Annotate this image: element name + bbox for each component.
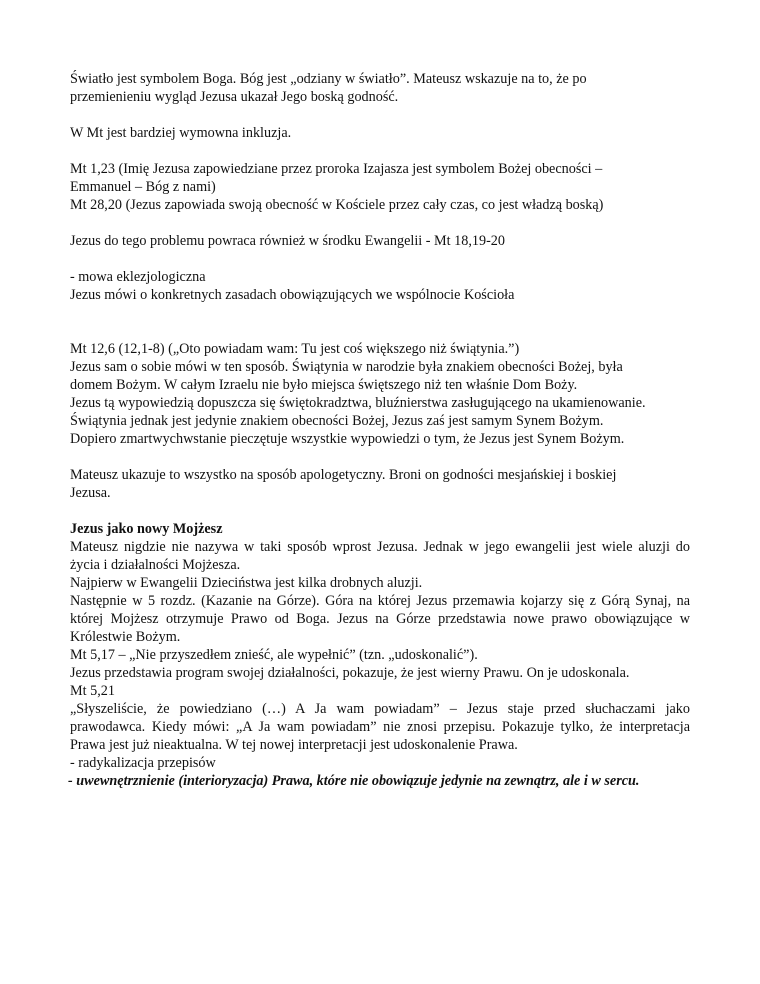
text-line: Mt 28,20 (Jezus zapowiada swoją obecność w Kościele przez cały czas, co jest władzą boską)	[70, 197, 604, 213]
paragraph-gap	[70, 250, 690, 268]
paragraph-ecclesiology	[70, 268, 690, 304]
text-line: Dopiero zmartwychwstanie pieczętuje wszystkie wypowiedzi o tym, że Jezus jest Synem Bożym.	[70, 431, 625, 447]
paragraph-gap	[70, 322, 690, 340]
paragraph-middle-gospel: Jezus do tego problemu powraca również w środku Ewangelii - Mt 18,19-20	[70, 233, 505, 249]
paragraph-inclusion: W Mt jest bardziej wymowna inkluzja.	[70, 125, 292, 141]
paragraph-light-symbol	[70, 70, 690, 106]
text-line: której Mojżesz otrzymuje Prawo od Boga. Jezus na Górze przedstawia nowe prawo obowiązujące w	[70, 611, 690, 627]
section-heading: Jezus jako nowy Mojżesz	[70, 521, 223, 537]
paragraph-gap	[70, 106, 690, 124]
text-line: Najpierw w Ewangelii Dzieciństwa jest kilka drobnych aluzji.	[70, 575, 423, 591]
paragraph-gap	[70, 502, 690, 520]
paragraph-gap	[70, 304, 690, 322]
paragraph-temple	[70, 340, 690, 448]
text-line: Emmanuel – Bóg z nami)	[70, 179, 216, 195]
text-line: - radykalizacja przepisów	[70, 755, 216, 771]
paragraph-gap	[70, 448, 690, 466]
text-line: Następnie w 5 rozdz. (Kazanie na Górze). Góra na której Jezus przemawia kojarzy się z Górą Synaj, na	[70, 593, 690, 609]
text-line: przemienieniu wygląd Jezusa ukazał Jego boską godność.	[70, 89, 399, 105]
text-line: Jezus mówi o konkretnych zasadach obowiązujących we wspólnocie Kościoła	[70, 287, 515, 303]
text-line: Mt 5,17 – „Nie przyszedłem znieść, ale wypełnić” (tzn. „udoskonalić”).	[70, 647, 478, 663]
text-line: Jezus przedstawia program swojej działalności, pokazuje, że jest wierny Prawu. On je udoskonala.	[70, 665, 630, 681]
text-line: życia i działalności Mojżesza.	[70, 557, 241, 573]
text-line: domem Bożym. W całym Izraelu nie było miejsca świętszego niż ten właśnie Dom Boży.	[70, 377, 578, 393]
text-line: Jezus tą wypowiedzią dopuszcza się świętokradztwa, bluźnierstwa zasługującego na ukamienowanie.	[70, 395, 646, 411]
text-line: Królestwie Bożym.	[70, 629, 181, 645]
text-line: „Słyszeliście, że powiedziano (…) A Ja wam powiadam” – Jezus staje przed słuchaczami jako	[70, 701, 690, 717]
section-body	[70, 538, 690, 790]
text-line: Mateusz ukazuje to wszystko na sposób apologetyczny. Broni on godności mesjańskiej i boskiej	[70, 467, 617, 483]
paragraph-gap	[70, 142, 690, 160]
text-line: Jezusa.	[70, 485, 111, 501]
paragraph-gap	[70, 214, 690, 232]
paragraph-apologetic	[70, 466, 690, 502]
text-line: Światło jest symbolem Boga. Bóg jest „odziany w światło”. Mateusz wskazuje na to, że po	[70, 71, 587, 87]
document-page	[70, 70, 690, 790]
text-line: Prawa jest już nieaktualna. W tej nowej interpretacji jest udoskonalenie Prawa.	[70, 737, 518, 753]
text-line: Mt 12,6 (12,1-8) („Oto powiadam wam: Tu jest coś większego niż świątynia.”)	[70, 341, 520, 357]
paragraph-references	[70, 160, 690, 214]
text-line: Mateusz nigdzie nie nazywa w taki sposób wprost Jezusa. Jednak w jego ewangelii jest wiele aluzji do	[70, 539, 690, 555]
final-emphasis-line: - uwewnętrznienie (interioryzacja) Prawa, które nie obowiązuje jedynie na zewnątrz, ale i w sercu.	[68, 773, 640, 789]
text-line: Jezus sam o sobie mówi w ten sposób. Świątynia w narodzie była znakiem obecności Bożej, była	[70, 359, 623, 375]
text-line: Mt 1,23 (Imię Jezusa zapowiedziane przez proroka Izajasza jest symbolem Bożej obecności –	[70, 161, 603, 177]
text-line: Świątynia jednak jest jedynie znakiem obecności Bożej, Jezus zaś jest samym Synem Bożym.	[70, 413, 604, 429]
text-line: prawodawca. Kiedy mówi: „A Ja wam powiadam” nie znosi przepisu. Pokazuje tylko, że interpretacja	[70, 719, 690, 735]
text-line: - mowa eklezjologiczna	[70, 269, 206, 285]
text-line: Mt 5,21	[70, 683, 115, 699]
